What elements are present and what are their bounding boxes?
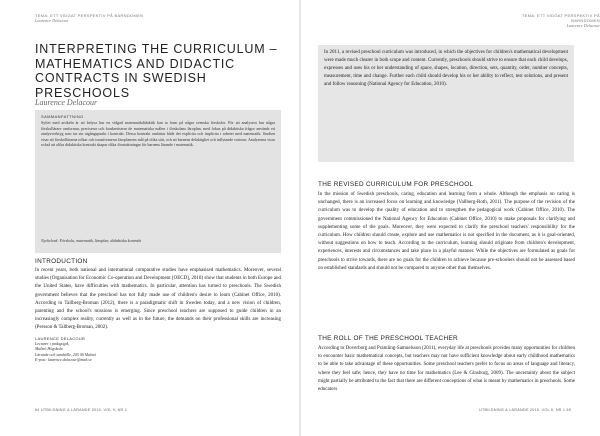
running-head-left xyxy=(35,13,143,23)
affiliation-line: E-post: laurence.delacour@mah.se xyxy=(35,356,92,362)
abstract-text: Syftet med artikeln är att belysa hur en vidgad matematikdidaktik kan ta form på några svenska förskolor. För att analysera hur några förskollärare omformar, preciserar och konkretiserar de matematiska målen i förskolans läroplan, med fokus på didaktiska frågor används ett analysverktyg som tar sin utgångspunkt i kontrakt. Dessa kontrakt omfattar både det explicita och implicita i arbetet med matematik. Studien visar att förskollärarna tolkar och transformerar läroplanens mål på olika sätt, och att barnens delaktighet och inflytande varierar. Analyserna visar också att olika didaktiska kontrakt skapar olika förutsättningar för barnens lärande i matematik. xyxy=(41,120,275,148)
running-head-text: TEMA: ETT VIDGAT PERSPEKTIV PÅ BARNDOMEN xyxy=(35,13,144,18)
abstract-box xyxy=(35,110,281,253)
running-head-text: TEMA: ETT VIDGAT PERSPEKTIV PÅ BARNDOMEN xyxy=(521,13,600,23)
section-text: According to Doverborg and Pramling-Samuelsson (2011), everyday life at preschools provides many opportunities for children to encounter basic mathematical concepts, but teachers may not have sufficient knowledge about early childhood mathematics to be able to take advantage of these opportunities. Some preschool teachers prefer to focus on areas of language and literacy, where they feel safe; hence, they have no time for mathematics (Lee & Ginsburg, 2009). The uncertainty about the subject might partially be attributed to the fact that there are different conceptions of what is meant by mathematics in preschools. Some educators xyxy=(318,346,575,393)
left-page xyxy=(0,0,299,436)
intro-heading: INTRODUCTION xyxy=(35,258,88,265)
section-heading: THE ROLL OF THE PRESCHOOL TEACHER xyxy=(318,335,458,342)
article-author: Laurence Delacour xyxy=(35,98,98,107)
section-heading: THE REVISED CURRICULUM FOR PRESCHOOL xyxy=(318,181,474,188)
intro-text: In recent years, both national and international comparative studies have emphasised mathematics. Moreover, several studies (Organisation for Economic Co-operation and Development [OECD], 2010) show that students in both Europe and the United States, have difficulties with mathematics. In particular, attention has turned to preschools. The Swedish government believes that the preschool has not fully made use of children's desire to learn (Cabinet Office, 2010). According to Tallberg-Broman (2012), there is a paradigmatic shift in Sweden today, and a new vision of children, parenting and the school's missions is emerging. Since preschool teachers are supposed to guide children in an increasingly complex reality, currently as well as in the future, the demands on their professional skills are increasing (Persson & Tallberg-Broman, 2002). xyxy=(35,268,281,331)
footer-right: UTBILDNING & LÄRANDE 2015. VOL 9, NR 1 65 xyxy=(479,408,572,412)
abstract-keywords: Nyckelord: Förskola, matematik, läroplan, didaktiska kontrakt xyxy=(41,238,142,243)
author-affiliation xyxy=(35,336,96,362)
article-title: INTERPRETING THE CURRICULUM – MATHEMATICS AND DIDACTIC CONTRACTS IN SWEDISH PRESCHOOLS xyxy=(35,42,278,100)
right-page xyxy=(301,0,600,436)
section-text: In the mission of Swedish preschools, caring, education and learning form a whole. Although the emphasis on caring is unchanged, there is an increased focus on learning and knowledge (Vallberg-Roth, 2011). The purpose of the revision of the curriculum was to develop the quality of education and to strengthen the pedagogical work (Cabinet Office, 2010). The government commissioned the National Agency for Education (Cabinet Office, 2010) to make proposals for clarifying and supplementing some of the goals. Moreover, they were expected to clarify the preschool teachers' responsibility for the curriculum. How children should create, explore and use mathematics is not specified in the document, as it is goal-oriented, without suggestions on how to teach. According to the curriculum, learning should originate from children's development, experiences, interests and circumstances and take place in a playful manner. While the objectives are formulated as goals for preschools to strive towards, there are no goals for the children to achieve because pre-schoolers should not be assessed based on established standards and should not be compared to anyone other than themselves. xyxy=(318,192,575,271)
affiliation-name: LAURENCE DELACOUR xyxy=(35,336,86,341)
affiliation-line: Lecturer i pedagogik, xyxy=(35,341,70,347)
running-subhead-text: Laurence Delacour xyxy=(35,18,69,23)
abstract-heading: SAMMANFATTNING xyxy=(41,114,84,119)
running-head-right xyxy=(519,13,600,28)
running-subhead-text: Laurence Delacour xyxy=(566,23,600,28)
callout-text: In 2011, a revised preschool curriculum was introduced, in which the objectives for children's mathematical development were made much clearer in both scope and content. Currently, preschools should strive to ensure that each child develops, expresses and uses his or her understanding of space, shapes, location, direction, sets, quantity, order, number concepts, measurement, time and change. Further each child should develop his or her ability to reflect, test solutions, and present and follow reasoning (National Agency for Education, 2010). xyxy=(324,50,568,87)
affiliation-line: Lärande och samhälle, 205 06 Malmö xyxy=(35,351,97,357)
affiliation-line: Malmö Högskola xyxy=(35,346,63,352)
intro-callout-box xyxy=(318,45,574,162)
footer-left: 64 UTBILDNING & LÄRANDE 2015. VOL 9, NR 1 xyxy=(35,408,128,412)
